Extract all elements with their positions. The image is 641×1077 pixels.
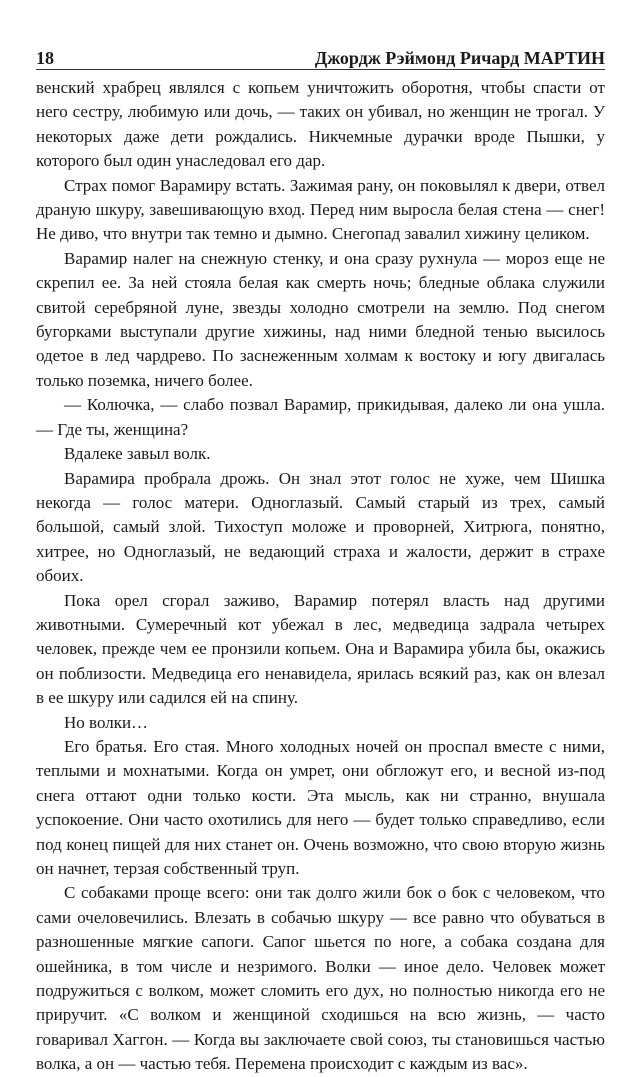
- paragraph: Варамир налег на снежную стенку, и она сразу рухнула — мороз еще не скрепил ее. За ней стояла белая как смерть ночь; бледные облака служили свитой серебряной луне, звезды холодно смотрели на землю. Под снегом бугорками выступали другие хижины, над ними бледной тенью высилось одетое в лед чардрево. По заснеженным холмам к востоку и югу двигалась только поземка, ничего более.: [36, 248, 605, 390]
- paragraph: Его братья. Его стая. Много холодных ночей он проспал вместе с ними, теплыми и мохнатыми. Когда он умрет, они обгложут его, и весной из-под снега оттают одни только кости. Эта мысль, как ни странно, внушала успокоение. Они часто охотились для него — будет только справедливо, если под конец пищей для них станет он. Очень возможно, что свою вторую жизнь он начнет, терзая собственный труп.: [36, 736, 605, 878]
- running-title: Джордж Рэймонд Ричард МАРТИН: [314, 48, 605, 68]
- paragraph: Вдалеке завыл волк.: [64, 444, 211, 464]
- paragraph: Варамира пробрала дрожь. Он знал этот голос не хуже, чем Шишка некогда — голос матери. Одноглазый. Самый старый из трех, самый большой, самый злой. Тихоступ моложе и проворней, Хитрюга, понятно, хитрее, но Одноглазый, не ведающий страха и жалости, держит в страхе обоих.: [36, 468, 605, 586]
- page-number: 18: [36, 48, 54, 68]
- paragraph: Страх помог Варамиру встать. Зажимая рану, он поковылял к двери, отвел драную шкуру, завешивающую вход. Перед ним выросла белая стена — снег! Не диво, что внутри так темно и дымно. Снегопад завалил хижину целиком.: [36, 175, 605, 244]
- running-header: [36, 44, 605, 68]
- header-rule: [36, 69, 605, 70]
- body-text: [36, 76, 605, 1077]
- paragraph: С собаками проще всего: они так долго жили бок о бок с человеком, что сами очеловечились. Влезать в собачью шкуру — все равно что обуваться в разношенные мягкие сапоги. Сапог шьется по ноге, а собака создана для ошейника, в том числе и незримого. Волки — иное дело. Человек может подружиться с волком, может сломить его дух, но полностью никогда его не приручит. «С волком и женщиной сходишься на всю жизнь, — часто говаривал Хаггон. — Когда вы заключаете свой союз, ты становишься частью волка, а он — частью тебя. Перемена происходит с каждым из вас».: [36, 883, 605, 1074]
- paragraph: Но волки…: [64, 712, 149, 732]
- paragraph: Пока орел сгорал заживо, Варамир потерял власть над другими животными. Сумеречный кот убежал в лес, медведица задрала четырех человек, прежде чем ее пронзили копьем. Она и Варамира убила бы, окажись он поблизости. Медведица его ненавидела, ярилась всякий раз, как он влезал в ее шкуру или садился ей на спину.: [36, 590, 605, 708]
- paragraph: — Колючка, — слабо позвал Варамир, прикидывая, далеко ли она ушла. — Где ты, женщина?: [36, 395, 605, 439]
- paragraph: венский храбрец являлся с копьем уничтожить оборотня, чтобы спасти от него сестру, любимую или дочь, — таких он убивал, но женщин не трогал. У некоторых даже дети рождались. Никчемные дурачки вроде Пышки, у которого был один унаследовал его дар.: [36, 78, 605, 171]
